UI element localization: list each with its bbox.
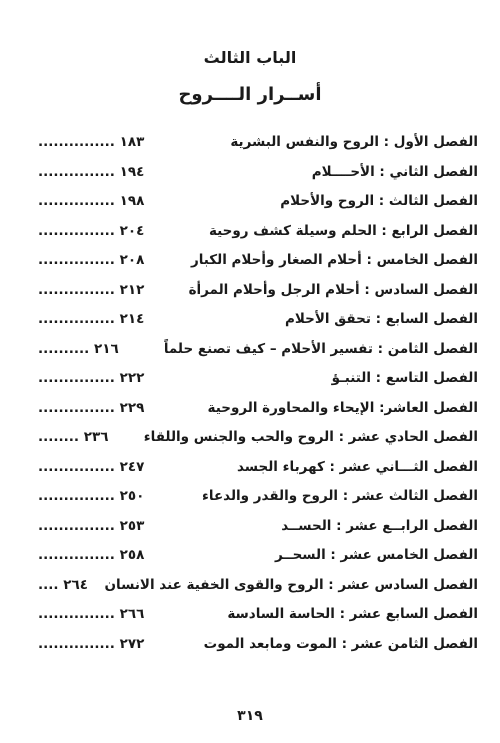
page-number: ٢٦٦ ............... xyxy=(38,606,145,622)
toc-entry xyxy=(38,396,478,426)
chapter-title: الفصل العاشر: الإيحاء والمحاورة الروحية xyxy=(207,399,478,416)
page-number: ٢١٢ ............... xyxy=(38,281,145,298)
page-number: ٢٥٨ ............... xyxy=(38,547,145,563)
chapter-title: الفصل الثالث : الروح والأحلام xyxy=(280,193,478,209)
page-number: ٢٥٣ ............... xyxy=(38,517,145,534)
chapter-title: الفصل الخامس : أحلام الصغار وأحلام الكبار xyxy=(190,252,478,268)
page-number: ٢١٦ .......... xyxy=(38,340,119,357)
toc-entry xyxy=(38,307,478,337)
chapter-title: الفصل السابع عشر : الحاسة السادسة xyxy=(227,606,478,622)
toc-entry xyxy=(38,189,478,219)
chapter-title: الفصل السادس عشر : الروح والقوى الخفية عند الانسان xyxy=(104,576,478,593)
page-number: ٢٦٤ .... xyxy=(38,576,88,593)
chapter-title: الفصل الثامن عشر : الموت ومابعد الموت xyxy=(203,635,478,652)
chapter-title: الفصل الثالث عشر : الروح والقدر والدعاء xyxy=(201,488,478,504)
page-number: ٢٣٦ ........ xyxy=(38,429,109,445)
page-number: ٢٧٢ ............... xyxy=(38,635,145,652)
table-of-contents xyxy=(38,130,478,661)
page-number: ٢٢٢ ............... xyxy=(38,370,145,386)
toc-entry xyxy=(38,130,478,160)
page-number: ٢١٤ ............... xyxy=(38,311,145,327)
page-folio: ٣١٩ xyxy=(237,708,263,724)
chapter-title: الفصل التاسع : التنبـؤ xyxy=(331,370,478,386)
chapter-title: الفصل الثاني : الأحــــلام xyxy=(311,163,478,180)
toc-entry xyxy=(38,219,478,249)
toc-entry xyxy=(38,602,478,632)
page-number: ١٩٨ ............... xyxy=(38,193,145,209)
chapter-title: الفصل الرابــع عشر : الحســد xyxy=(281,517,478,534)
toc-entry xyxy=(38,160,478,190)
toc-entry xyxy=(38,514,478,544)
page-number: ١٩٤ ............... xyxy=(38,163,145,180)
toc-entry xyxy=(38,337,478,367)
toc-entry xyxy=(38,543,478,573)
toc-entry xyxy=(38,573,478,603)
page-number: ١٨٣ ............... xyxy=(38,134,145,150)
page-number: ٢٥٠ ............... xyxy=(38,488,145,504)
chapter-title: الفصل الحادي عشر : الروح والحب والجنس واللقاء xyxy=(143,429,478,445)
page-number: ٢٠٤ ............... xyxy=(38,222,145,239)
toc-entry xyxy=(38,425,478,455)
part-title: أســرار الــــروح xyxy=(178,84,322,105)
chapter-title: الفصل الخامس عشر : السحــر xyxy=(274,547,478,563)
chapter-title: الفصل السادس : أحلام الرجل وأحلام المرأة xyxy=(188,281,478,298)
toc-entry xyxy=(38,484,478,514)
page-number: ٢٤٧ ............... xyxy=(38,458,145,475)
chapter-title: الفصل الثـــاني عشر : كهرباء الجسد xyxy=(236,458,478,475)
toc-entry xyxy=(38,248,478,278)
toc-entry xyxy=(38,632,478,662)
page-number: ٢٠٨ ............... xyxy=(38,252,145,268)
chapter-title: الفصل السابع : تحقق الأحلام xyxy=(285,311,478,327)
chapter-title: الفصل الأول : الروح والنفس البشرية xyxy=(230,134,478,150)
toc-entry xyxy=(38,366,478,396)
toc-entry xyxy=(38,278,478,308)
toc-entry xyxy=(38,455,478,485)
page-number: ٢٢٩ ............... xyxy=(38,399,145,416)
chapter-title: الفصل الثامن : تفسير الأحلام – كيف تصنع حلماً xyxy=(163,340,478,357)
part-label: الباب الثالث xyxy=(203,48,297,67)
chapter-title: الفصل الرابع : الحلم وسيلة كشف روحية xyxy=(208,222,478,239)
